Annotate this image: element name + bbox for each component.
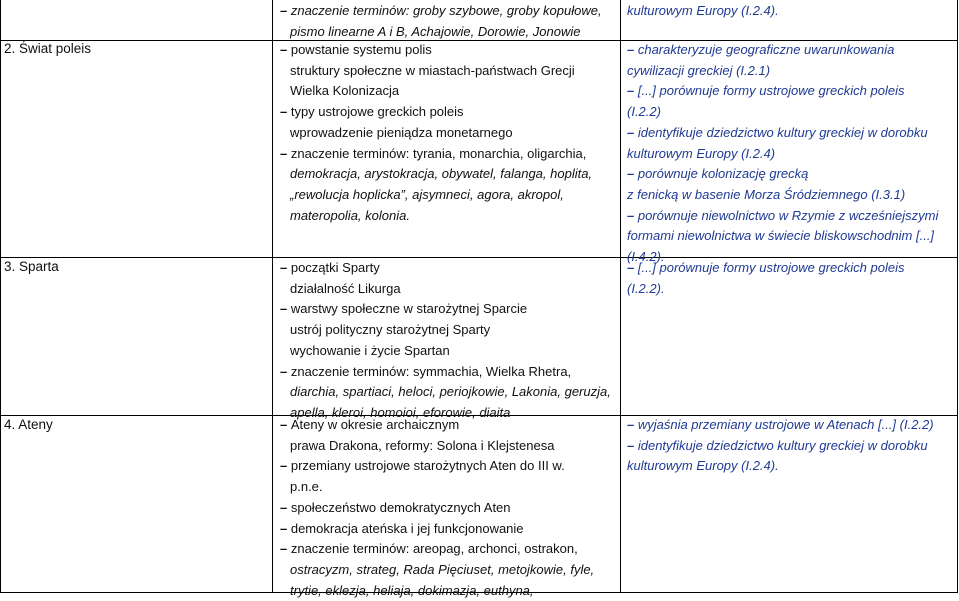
row4-requirements	[627, 415, 934, 477]
list-item: – powstanie systemu polis	[280, 40, 592, 61]
topic-sparta: 3. Sparta	[4, 259, 59, 274]
list-item: struktury społeczne w miastach-państwach Grecji	[290, 62, 575, 78]
topic-ateny: 4. Ateny	[4, 417, 53, 432]
list-item: – [...] porównuje formy ustrojowe greckich poleis	[627, 258, 904, 279]
list-item: – typy ustrojowe greckich poleis	[280, 102, 592, 123]
list-item: diarchia, spartiaci, heloci, periojkowie, Lakonia, geruzja,	[290, 384, 611, 400]
list-item: kulturowym Europy (I.2.4).	[627, 458, 779, 474]
topic-swiat-poleis: 2. Świat poleis	[4, 41, 92, 56]
list-item: – charakteryzuje geograficzne uwarunkowania	[627, 40, 938, 61]
list-item: – demokracja ateńska i jej funkcjonowanie	[280, 519, 594, 540]
list-item: formami niewolnictwa w świecie bliskowschodnim [...]	[627, 228, 935, 244]
list-item: materopolia, kolonia.	[290, 207, 410, 223]
list-item: (I.2.2)	[627, 104, 661, 120]
list-item: – początki Sparty	[280, 258, 611, 279]
list-item: wprowadzenie pieniądza monetarnego	[290, 124, 513, 140]
list-item: wychowanie i życie Spartan	[290, 342, 450, 358]
list-item: ustrój polityczny starożytnej Sparty	[290, 322, 491, 338]
row1-requirements	[627, 1, 779, 22]
list-item: – identyfikuje dziedzictwo kultury greckiej w dorobku	[627, 123, 938, 144]
list-item: kulturowym Europy (I.2.4).	[627, 3, 779, 18]
list-item: (I.2.2).	[627, 280, 665, 296]
list-item: trytie, eklezja, heliaja, dokimazja, euthyna,	[290, 582, 534, 598]
row2-content	[280, 40, 592, 226]
list-item: (I.4.2).	[627, 249, 665, 265]
row2-requirements	[627, 40, 938, 268]
list-item: demokracja, arystokracja, obywatel, falanga, hoplita,	[290, 166, 593, 182]
list-item: – znaczenie terminów: symmachia, Wielka Rhetra,	[280, 362, 611, 383]
list-item: Wielka Kolonizacja	[290, 83, 400, 99]
list-item: – znaczenie terminów: areopag, archonci, ostrakon,	[280, 539, 594, 560]
list-item: działalność Likurga	[290, 280, 401, 296]
table-border-right	[957, 0, 958, 593]
list-item: cywilizacji greckiej (I.2.1)	[627, 62, 771, 78]
row4-content	[280, 415, 594, 601]
list-item: – [...] porównuje formy ustrojowe greckich poleis	[627, 81, 938, 102]
column-divider-1	[272, 0, 273, 593]
list-item: kulturowym Europy (I.2.4)	[627, 145, 776, 161]
list-item: – identyfikuje dziedzictwo kultury greckiej w dorobku	[627, 436, 934, 457]
row1-content	[280, 1, 602, 42]
row3-requirements	[627, 258, 904, 299]
table-border-left	[0, 0, 1, 593]
list-item: pismo linearne A i B, Achajowie, Dorowie, Jonowie	[290, 23, 581, 39]
list-item: – porównuje kolonizację grecką	[627, 164, 938, 185]
list-item: – Ateny w okresie archaicznym	[280, 415, 594, 436]
list-item: – społeczeństwo demokratycznych Aten	[280, 498, 594, 519]
column-divider-2	[620, 0, 621, 593]
list-item: – znaczenie terminów: groby szybowe, groby kopułowe,	[280, 1, 602, 22]
list-item: – wyjaśnia przemiany ustrojowe w Atenach [...] (I.2.2)	[627, 415, 934, 436]
list-item: – znaczenie terminów: tyrania, monarchia, oligarchia,	[280, 144, 592, 165]
list-item: z fenicką w basenie Morza Śródziemnego (I.3.1)	[627, 186, 906, 202]
list-item: – warstwy społeczne w starożytnej Sparcie	[280, 299, 611, 320]
list-item: ostracyzm, strateg, Rada Pięciuset, metojkowie, fyle,	[290, 561, 595, 577]
list-item: p.n.e.	[290, 479, 323, 495]
list-item: – porównuje niewolnictwo w Rzymie z wcześniejszymi	[627, 206, 938, 227]
list-item: – przemiany ustrojowe starożytnych Aten do III w.	[280, 456, 594, 477]
list-item: apella, kleroi, homoioi, eforowie, diaita	[290, 404, 511, 420]
list-item: „rewolucja hoplicka”, ajsymneci, agora, akropol,	[290, 186, 564, 202]
list-item: prawa Drakona, reformy: Solona i Klejstenesa	[290, 437, 555, 453]
row3-content	[280, 258, 611, 424]
